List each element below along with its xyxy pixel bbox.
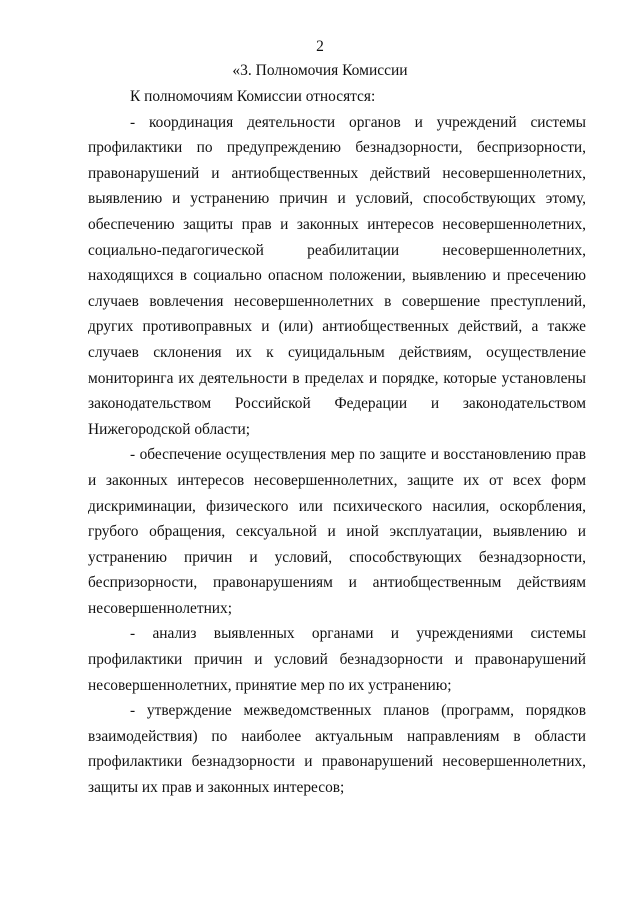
intro-paragraph: К полномочиям Комиссии относятся:: [130, 88, 376, 105]
list-item-coordination: - координация деятельности органов и учреждений системы профилактики по предупреждению безнадзорности, беспризорности, правонарушений и антиобщественных действий несовершеннолетних, выявлению и устранению причин и условий, способствующих этому, обеспечению защиты прав и законных интересов несовершеннолетних, социально-педагогической реабилитации несовершеннолетних, находящихся в социально опасном положении, выявлению и пресечению случаев вовлечения несовершеннолетних в совершение преступлений, других противоправных и (или) антиобщественных действий, а также случаев склонения их к суицидальным действиям, осуществление мониторинга их деятельности в пределах и порядке, которые установлены законодательством Российской Федерации и законодательством Нижегородской области;: [88, 113, 586, 438]
list-item-interagency-plans: - утверждение межведомственных планов (программ, порядков взаимодействия) по наиболее актуальным направлениям в области профилактики безнадзорности и правонарушений несовершеннолетних, защиты их прав и законных интересов;: [88, 702, 586, 797]
page-number: 2: [316, 38, 324, 55]
list-item-protection-measures: - обеспечение осуществления мер по защите и восстановлению прав и законных интересов несовершеннолетних, защите их от всех форм дискриминации, физического или психического насилия, оскорбления, грубого обращения, сексуальной и иной эксплуатации, выявлению и устранению причин и условий, способствующих безнадзорности, беспризорности, правонарушениям и антиобщественным действиям несовершеннолетних;: [88, 446, 586, 617]
list-item-analysis: - анализ выявленных органами и учреждениями системы профилактики причин и условий безнадзорности и правонарушений несовершеннолетних, принятие мер по их устранению;: [88, 625, 586, 694]
body-text: [88, 84, 586, 801]
section-heading: «3. Полномочия Комиссии: [232, 62, 408, 79]
